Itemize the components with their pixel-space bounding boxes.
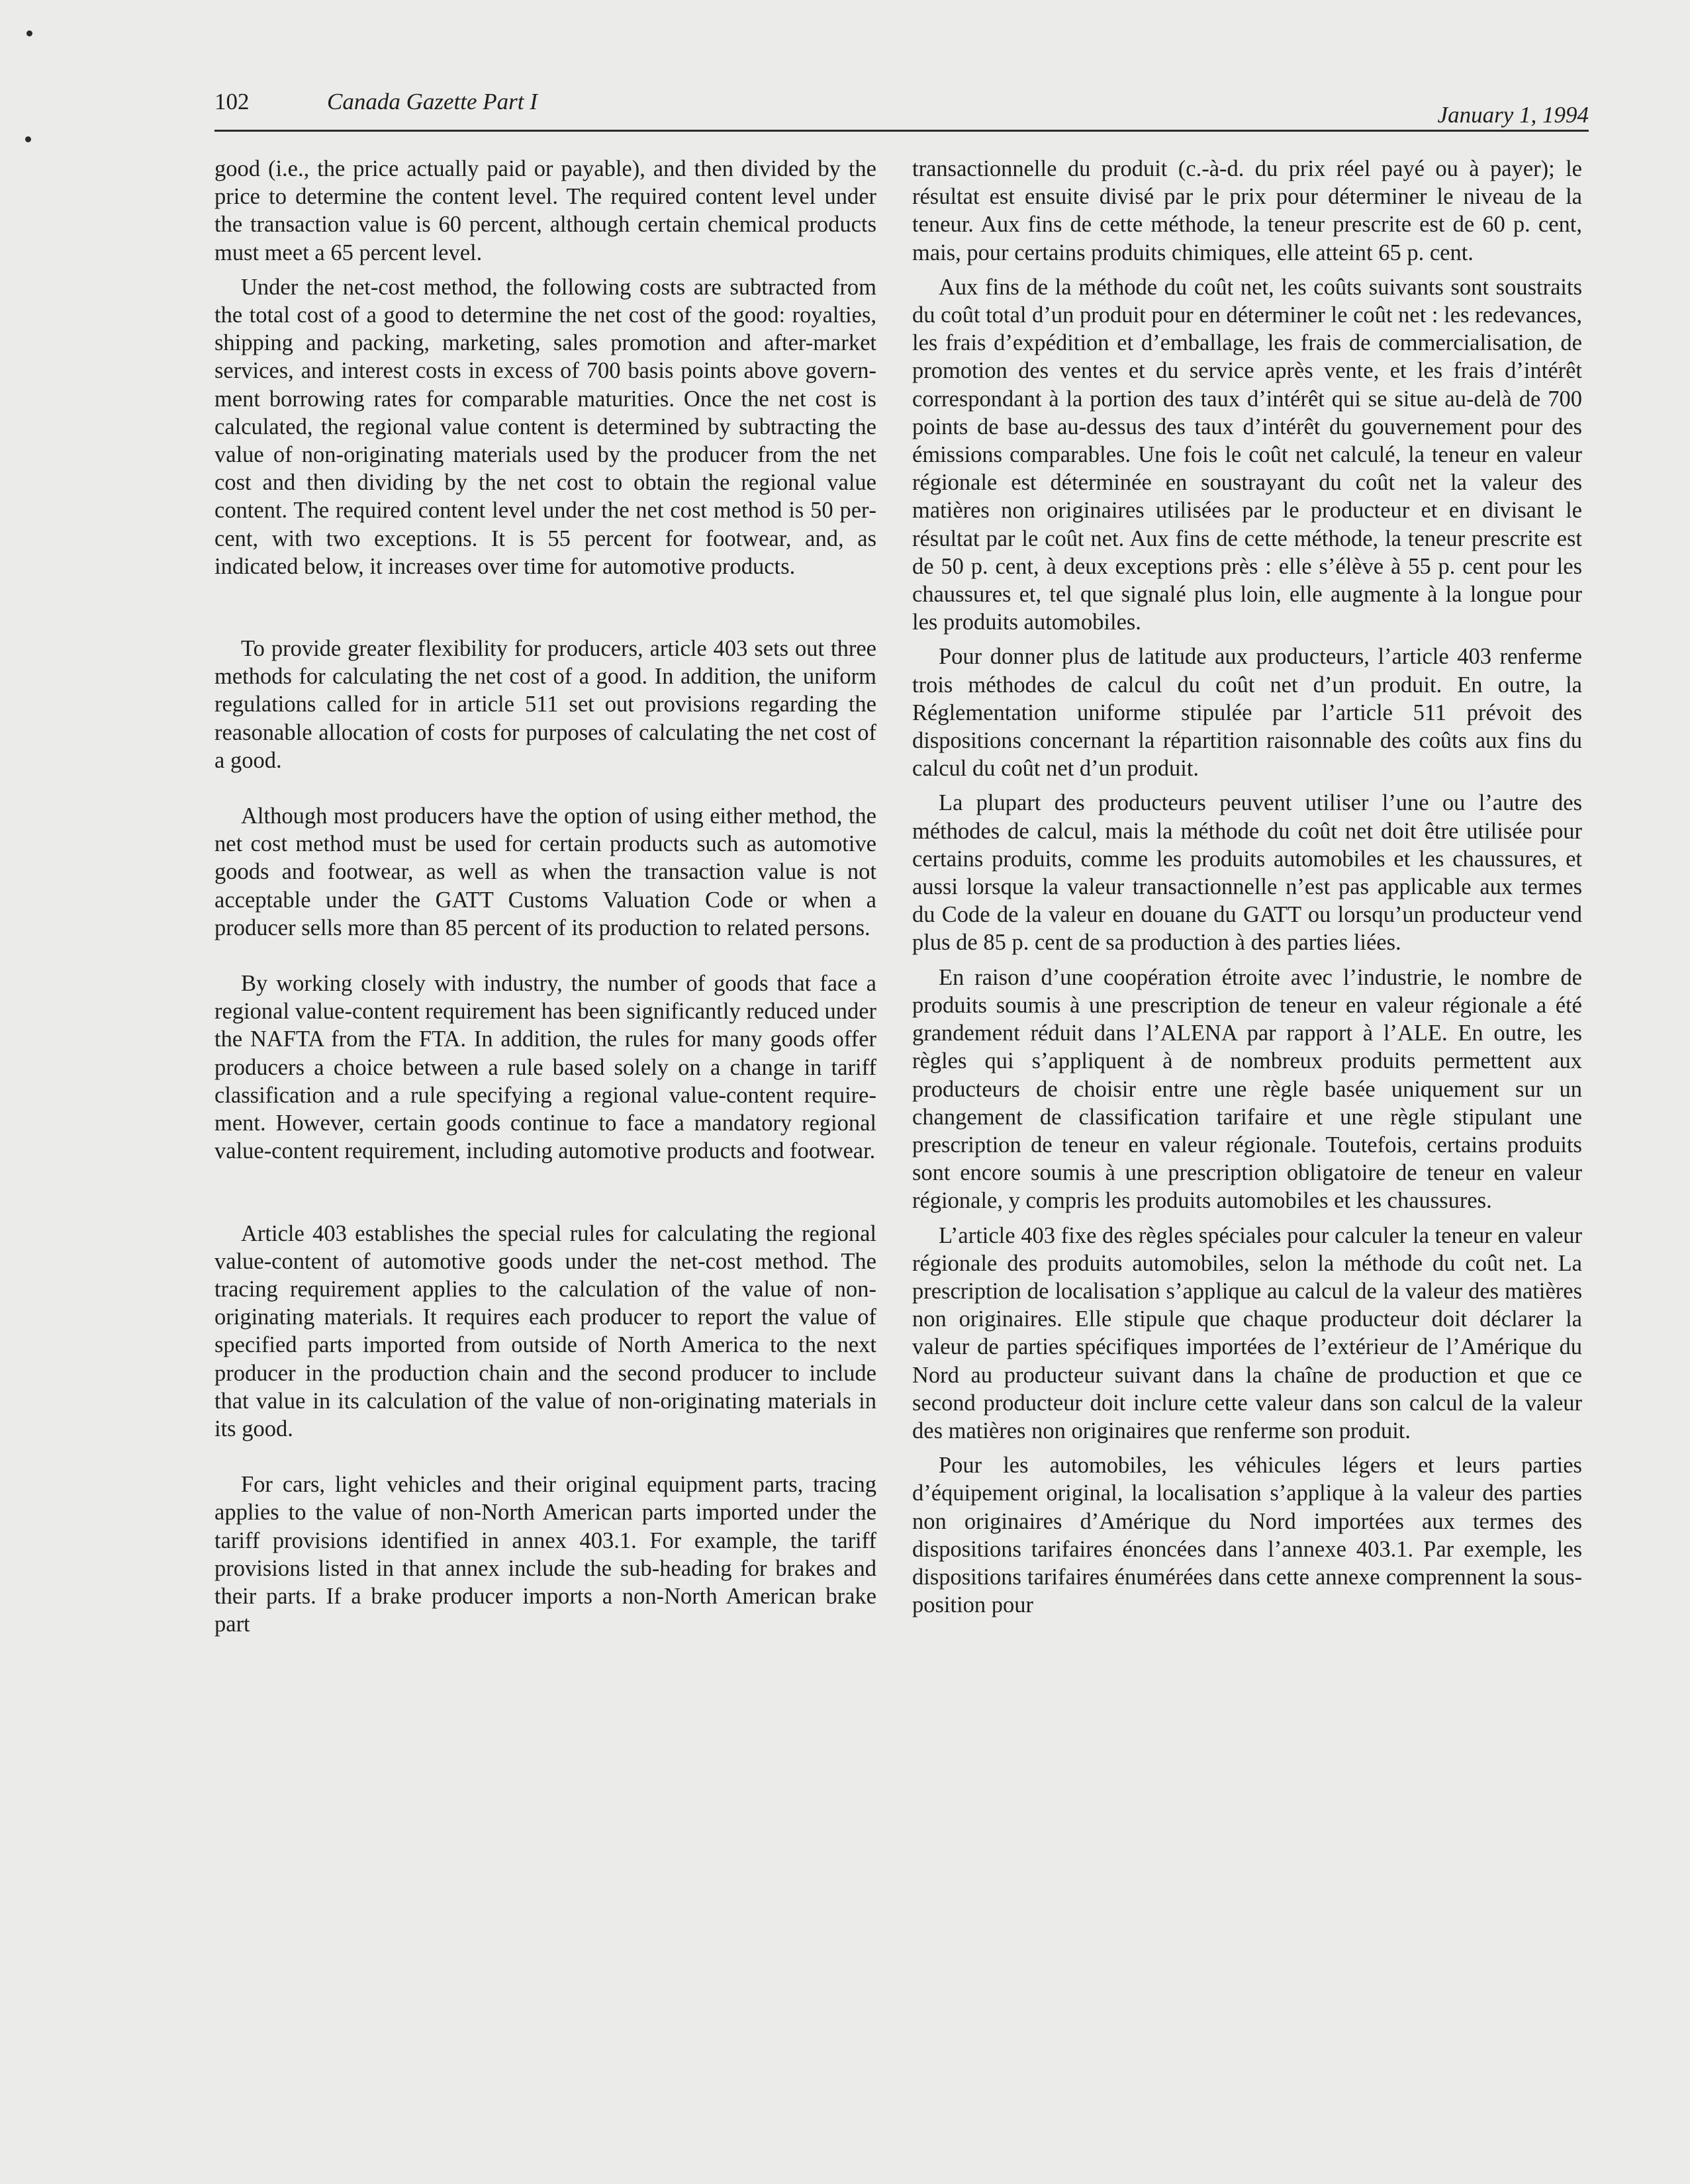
paragraph: For cars, light vehicles and their original equipment parts, tracing applies to the value of non-North American parts imported under the tariff provisions identified in annex 403.1. For example, the tariff provisions listed in that annex include the sub-heading for brakes and their parts. If a brake producer imports a non-North American brake part [214,1472,876,1637]
paragraph: good (i.e., the price actually paid or payable), and then divided by the price to determine the content level. The required content level under the transaction value is 60 percent, although certain chemical products must meet a 65 percent level. [214,156,876,265]
paragraph: Pour donner plus de latitude aux producteurs, l’article 403 renferme trois méthodes de calcul du coût net d’un produit. En outre, la Réglementation uniforme stipulée par l’article 511 prévoit des dispositions concernant la répartition raisonnable des coûts aux fins du calcul du coût net d’un produit. [912,644,1582,782]
paragraph: Although most producers have the option of using either method, the net cost method must be used for certain products such as automotive goods and footwear, as well as when the transaction value is not acceptable under the GATT Customs Valuation Code or when a producer sells more than 85 percent of its production to related persons. [214,803,876,940]
paragraph: transactionnelle du produit (c.-à-d. du prix réel payé ou à payer); le résultat est ensuite divisé par le prix pour déterminer le niveau de la teneur. Aux fins de cette méthode, la teneur prescrite est de 60 p. cent, mais, pour certains produits chimiques, elle atteint 65 p. cent. [912,156,1582,265]
header-rule [214,130,1589,132]
paragraph: Under the net-cost method, the following costs are subtracted from the total cost of a good to determine the net cost of the good: royalties, shipping and packing, marketing, sales promotion and after-market services, and interest costs in excess of 700 basis points above government borrowing rates for comparable maturities. Once the net cost is calculated, the regional value content is determined by subtracting the value of non-originating materials used by the producer from the net cost and then dividing by the net cost to obtain the regional value content. The required content level under the net cost method is 50 percent, with two exceptions. It is 55 percent for footwear, and, as indicated below, it increases over time for automotive products. [214,274,876,579]
french-column [912,155,1582,1619]
scan-speck [26,30,32,36]
paragraph: Article 403 establishes the special rules for calculating the regional value-content of automotive goods under the net-cost method. The tracing requirement applies to the calculation of the value of non-originating materials. It requires each producer to report the value of specified parts imported from outside of North America to the next producer in the production chain and the second producer to include that value in its calculation of the value of non-originating materials in its good. [214,1220,876,1441]
page-number: 102 [214,89,250,114]
publication-title: Canada Gazette Part I [327,89,538,114]
paragraph: By working closely with industry, the number of goods that face a regional value-content requirement has been significantly reduced under the NAFTA from the FTA. In addition, the rules for many goods offer producers a choice between a rule based solely on a change in tariff classification and a rule specifying a regional value-content requirement. However, certain goods continue to face a mandatory regional value-content requirement, including automotive products and footwear. [214,971,876,1164]
paragraph: La plupart des producteurs peuvent utiliser l’une ou l’autre des méthodes de calcul, mais la méthode du coût net doit être utilisée pour certains produits, comme les produits automobiles et les chaussures, et aussi lorsque la valeur transactionnelle n’est pas applicable aux termes du Code de la valeur en douane du GATT ou lorsqu’un producteur vend plus de 85 p. cent de sa production à des parties liées. [912,790,1582,956]
scan-speck [25,136,31,142]
issue-date: January 1, 1994 [1437,102,1589,128]
paragraph: Aux fins de la méthode du coût net, les coûts suivants sont soustraits du coût total d’un produit pour en déterminer le coût net : les redevances, les frais d’expédition et d’emballage, les frais de commercialisation, de promotion des ventes et du service après vente, et les frais d’intérêt correspondant à la portion des taux d’intérêt qui se situe au-delà de 700 points de base au-dessus des taux d’intérêt du gouvernement pour des émissions comparables. Une fois le coût net calculé, la teneur en valeur régionale est déterminée en soustrayant du coût net la valeur des matières non originaires utilisées par le producteur et en divisant le résultat par le coût net. Aux fins de cette méthode, la teneur prescrite est de 50 p. cent, à deux exceptions près : elle s’élève à 55 p. cent pour les chaussures et, tel que signalé plus loin, elle augmente à la longue pour les produits automobiles. [912,274,1582,635]
english-column [214,155,876,1638]
paragraph: En raison d’une coopération étroite avec l’industrie, le nombre de produits soumis à une prescription de teneur en valeur régionale a été grandement réduit dans l’ALENA par rapport à l’ALE. En outre, les règles qui s’appliquent à de nombreux produits permettent aux producteurs de choisir entre une règle basée uniquement sur un changement de classification tarifaire et une règle stipulant une prescription de teneur en valeur régionale. Toutefois, certains produits sont encore soumis à une prescription obligatoire de teneur en valeur régionale, y compris les produits automobiles et les chaussures. [912,964,1582,1214]
paragraph: L’article 403 fixe des règles spéciales pour calculer la teneur en valeur régionale des produits automobiles, selon la méthode du coût net. La prescription de localisation s’applique au calcul de la valeur des matières non originaires. Elle stipule que chaque producteur doit déclarer la valeur de parties spécifiques importées de l’extérieur de l’Amérique du Nord au producteur suivant dans la chaîne de production et que ce second producteur doit inclure cette valeur dans son calcul de la valeur des matières non originaires que renferme son produit. [912,1222,1582,1443]
page-header [214,89,1589,135]
paragraph: Pour les automobiles, les véhicules légers et leurs parties d’équipement original, la localisation s’applique à la valeur des parties non originaires d’Amérique du Nord importées aux termes des dispositions tarifaires énoncées dans l’annexe 403.1. Par exemple, les dispositions tarifaires énumérées dans cette annexe comprennent la sous-position pour [912,1453,1582,1618]
paragraph: To provide greater flexibility for producers, article 403 sets out three methods for calculating the net cost of a good. In addition, the uniform regulations called for in article 511 set out provisions regarding the reasonable allocation of costs for purposes of calculating the net cost of a good. [214,636,876,773]
